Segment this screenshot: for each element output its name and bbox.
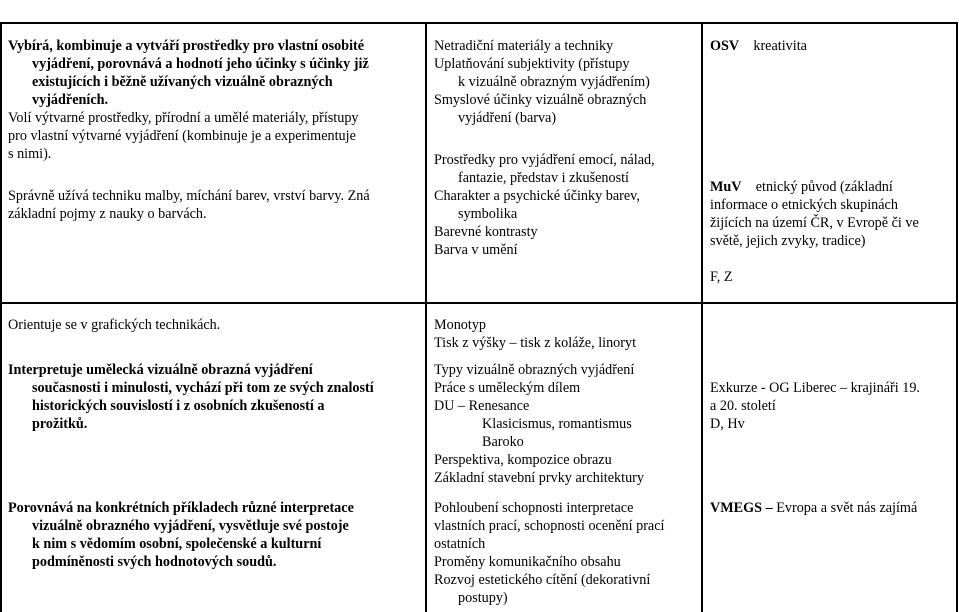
- outcome-text: podmíněnosti svých hodnotových soudů.: [32, 554, 277, 570]
- content-text: Typy vizuálně obrazných vyjádření: [434, 362, 635, 378]
- row4-crosscurricular: [710, 499, 917, 517]
- column-divider-2: [701, 22, 703, 612]
- content-text: vlastních prací, schopnosti ocenění prací: [434, 518, 665, 534]
- content-text: postupy): [458, 590, 508, 606]
- row3-content: [434, 361, 644, 487]
- table-border-left: [0, 22, 2, 612]
- content-text: Základní stavební prvky architektury: [434, 470, 644, 486]
- row4-outcomes: [8, 499, 354, 571]
- content-text: Perspektiva, kompozice obrazu: [434, 452, 612, 468]
- table-border-right: [956, 22, 958, 612]
- content-text: Prostředky pro vyjádření emocí, nálad,: [434, 152, 655, 168]
- content-text: Charakter a psychické účinky barev,: [434, 188, 640, 204]
- content-text: k vizuálně obrazným vyjádřením): [458, 74, 650, 90]
- content-text: ostatních: [434, 536, 486, 552]
- muv-text: světě, jejich zvyky, tradice): [710, 233, 866, 249]
- content-text: Proměny komunikačního obsahu: [434, 554, 621, 570]
- content-text: Rozvoj estetického cítění (dekorativní: [434, 572, 651, 588]
- content-text: fantazie, představ i zkušeností: [458, 170, 629, 186]
- excursion-text: a 20. století: [710, 398, 776, 414]
- outcome-text: Porovnává na konkrétních příkladech různé interpretace: [8, 500, 354, 516]
- row2-outcomes: [8, 316, 220, 334]
- outcome-text: základní pojmy z nauky o barvách.: [8, 206, 207, 222]
- content-text: vyjádření (barva): [458, 110, 557, 126]
- outcome-text: vizuálně obrazného vyjádření, vysvětluje své postoje: [32, 518, 349, 534]
- row-divider-1: [0, 302, 958, 304]
- content-text: DU – Renesance: [434, 398, 530, 414]
- row1-outcomes: [8, 37, 370, 223]
- muv-text: etnický původ (základní: [755, 179, 893, 195]
- muv-label: MuV: [710, 179, 742, 195]
- outcome-text: Vybírá, kombinuje a vytváří prostředky pro vlastní osobité: [8, 38, 365, 54]
- content-text: Barva v umění: [434, 242, 518, 258]
- osv-label: OSV: [710, 38, 740, 54]
- row3-outcomes: [8, 361, 374, 433]
- subject-links: F, Z: [710, 269, 733, 285]
- muv-text: žijících na území ČR, v Evropě či ve: [710, 215, 919, 231]
- content-text: Tisk z výšky – tisk z koláže, linoryt: [434, 335, 637, 351]
- outcome-text: současnosti i minulosti, vychází při tom ze svých znalostí: [32, 380, 374, 396]
- row1-content: [434, 37, 655, 259]
- content-text: Netradiční materiály a techniky: [434, 38, 614, 54]
- outcome-text: Volí výtvarné prostředky, přírodní a umělé materiály, přístupy: [8, 110, 359, 126]
- content-text: Baroko: [482, 434, 524, 450]
- outcome-text: Orientuje se v grafických technikách.: [8, 317, 221, 333]
- content-text: Práce s uměleckým dílem: [434, 380, 581, 396]
- osv-line: [710, 37, 919, 55]
- row3-crosscurricular: [710, 379, 920, 433]
- vmegs-line: [710, 499, 917, 517]
- row2-content: [434, 316, 636, 352]
- outcome-text: vyjádření, porovnává a hodnotí jeho účinky s účinky již: [32, 56, 369, 72]
- outcome-text: historických souvislostí i z osobních zkušeností a: [32, 398, 325, 414]
- row4-content: [434, 499, 664, 607]
- vmegs-label: VMEGS –: [710, 500, 777, 516]
- content-text: Klasicismus, romantismus: [482, 416, 632, 432]
- outcome-text: s nimi).: [8, 146, 52, 162]
- content-text: symbolika: [458, 206, 518, 222]
- muv-text: informace o etnických skupinách: [710, 197, 898, 213]
- outcome-text: pro vlastní výtvarné vyjádření (kombinuje je a experimentuje: [8, 128, 356, 144]
- column-divider-1: [425, 22, 427, 612]
- table-border-top: [0, 22, 958, 24]
- vmegs-text: Evropa a svět nás zajímá: [776, 500, 918, 516]
- outcome-text: Interpretuje umělecká vizuálně obrazná vyjádření: [8, 362, 313, 378]
- content-text: Monotyp: [434, 317, 487, 333]
- osv-text: kreativita: [753, 38, 807, 54]
- muv-line: [710, 178, 919, 196]
- subject-links: D, Hv: [710, 416, 745, 432]
- outcome-text: Správně užívá techniku malby, míchání barev, vrství barvy. Zná: [8, 188, 370, 204]
- outcome-text: prožitků.: [32, 416, 88, 432]
- content-text: Barevné kontrasty: [434, 224, 538, 240]
- content-text: Smyslové účinky vizuálně obrazných: [434, 92, 647, 108]
- content-text: Pohloubení schopnosti interpretace: [434, 500, 634, 516]
- outcome-text: k nim s vědomím osobní, společenské a kulturní: [32, 536, 322, 552]
- row1-crosscurricular: [710, 37, 919, 286]
- outcome-text: existujících i běžně užívaných vizuálně obrazných: [32, 74, 333, 90]
- outcome-text: vyjádřeních.: [32, 92, 109, 108]
- excursion-text: Exkurze - OG Liberec – krajináři 19.: [710, 380, 920, 396]
- content-text: Uplatňování subjektivity (přístupy: [434, 56, 630, 72]
